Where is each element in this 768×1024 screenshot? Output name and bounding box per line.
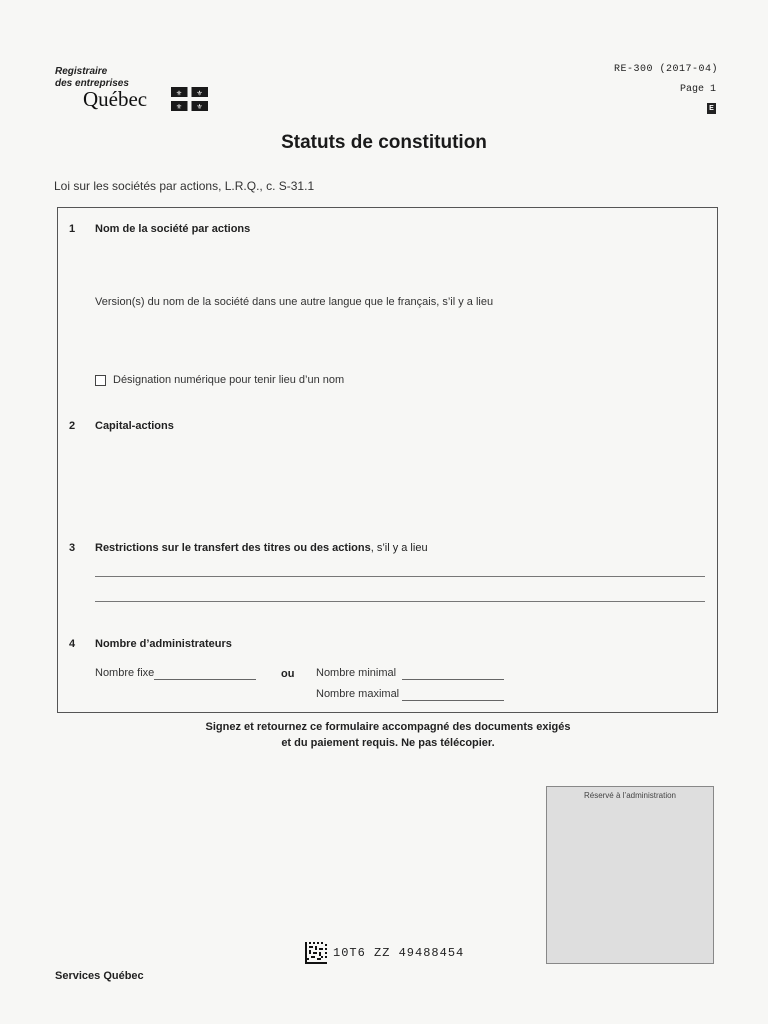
form-code: RE-300 (2017-04) [613, 64, 718, 75]
svg-text:⚜: ⚜ [196, 89, 203, 98]
fixed-number-label: Nombre fixe [95, 667, 155, 679]
section-3-label-main: Restrictions sur le transfert des titres ou des actions [95, 542, 371, 554]
maximum-number-field[interactable] [402, 700, 504, 701]
transfer-restriction-line-1[interactable] [95, 576, 705, 577]
section-1-label: Nom de la société par actions [95, 223, 251, 235]
numeric-designation-checkbox[interactable] [95, 375, 106, 386]
numeric-designation-label: Désignation numérique pour tenir lieu d’un nom [113, 374, 345, 386]
footer-services-quebec: Services Québec [55, 970, 144, 982]
minimum-number-label: Nombre minimal [316, 667, 397, 679]
section-4-number: 4 [69, 638, 76, 650]
svg-text:⚜: ⚜ [175, 89, 183, 98]
transfer-restriction-line-2[interactable] [95, 601, 705, 602]
section-1-number: 1 [69, 223, 76, 235]
section-3-label-suffix: , s’il y a lieu [370, 542, 428, 554]
section-2-number: 2 [69, 420, 76, 432]
instructions-line-2: et du paiement requis. Ne pas télécopier. [281, 737, 495, 749]
section-1-other-language-label: Version(s) du nom de la société dans une autre langue que le français, s’il y a lieu [95, 296, 494, 308]
registrar-line-1: Registraire [55, 66, 108, 77]
quebec-flag-icon [171, 87, 208, 111]
section-3-number: 3 [69, 542, 76, 554]
svg-text:⚜: ⚜ [175, 103, 183, 111]
language-badge: E [707, 103, 716, 114]
page-title: Statuts de constitution [281, 132, 487, 153]
section-2-label: Capital-actions [95, 420, 174, 432]
section-4-label: Nombre d’administrateurs [95, 638, 232, 650]
datamatrix-barcode-icon [305, 942, 327, 964]
instructions-line-1: Signez et retournez ce formulaire accompagné des documents exigés [205, 721, 571, 733]
barcode-number: 10T6 ZZ 49488454 [333, 946, 465, 960]
maximum-number-label: Nombre maximal [316, 688, 400, 700]
page-number: Page 1 [679, 84, 716, 95]
minimum-number-field[interactable] [402, 679, 504, 680]
fixed-number-field[interactable] [154, 679, 256, 680]
quebec-logo-word: Québec [83, 87, 148, 111]
or-label: ou [281, 668, 295, 680]
admin-reserved-label: Réservé à l’administration [583, 791, 677, 800]
registrar-line-2: des entreprises [55, 78, 129, 89]
section-3-label [95, 542, 428, 554]
admin-reserved-box [546, 786, 714, 964]
law-reference: Loi sur les sociétés par actions, L.R.Q., c. S-31.1 [54, 179, 315, 193]
svg-text:⚜: ⚜ [196, 103, 203, 111]
